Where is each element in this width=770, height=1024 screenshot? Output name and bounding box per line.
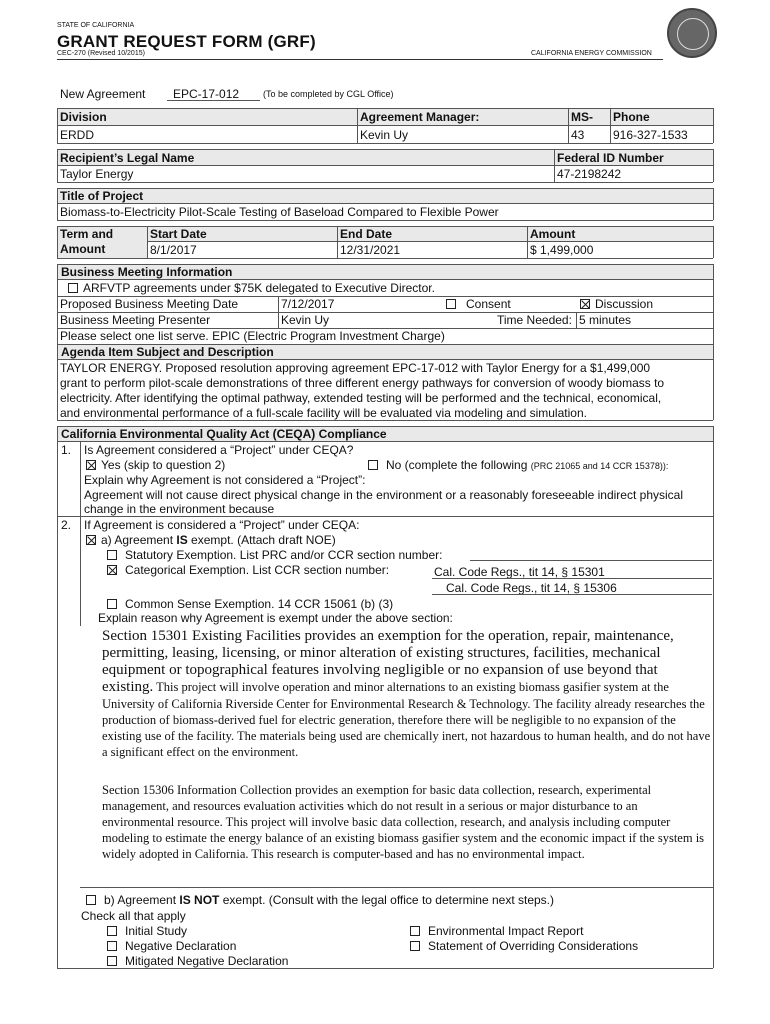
checkbox-icon xyxy=(107,941,117,951)
meeting-date-field[interactable]: 7/12/2017 xyxy=(281,297,335,311)
negative-declaration-label: Negative Declaration xyxy=(125,939,237,953)
statutory-label: Statutory Exemption. List PRC and/or CCR section number: xyxy=(125,548,443,562)
ms-label: MS- xyxy=(571,110,593,124)
recipient-field[interactable]: Taylor Energy xyxy=(60,167,134,181)
common-sense-checkbox[interactable] xyxy=(107,597,393,611)
form-title: GRANT REQUEST FORM (GRF) xyxy=(57,32,316,51)
presenter-field[interactable]: Kevin Uy xyxy=(281,313,330,327)
not-exempt-suffix: exempt. (Consult with the legal office to determine next steps.) xyxy=(219,893,555,907)
term-label: Term and xyxy=(60,227,114,241)
overriding-label: Statement of Overriding Considerations xyxy=(428,939,639,953)
mitigated-declaration-checkbox[interactable] xyxy=(107,954,288,968)
division-field[interactable]: ERDD xyxy=(60,128,95,142)
categorical-label: Categorical Exemption. List CCR section number: xyxy=(125,563,390,577)
checkbox-icon xyxy=(107,926,117,936)
agenda-line: TAYLOR ENERGY. Proposed resolution approving agreement EPC-17-012 with Taylor Energy for a $1,499,000 xyxy=(60,361,651,375)
eir-label: Environmental Impact Report xyxy=(428,924,584,938)
negative-declaration-checkbox[interactable] xyxy=(107,939,236,953)
time-needed-label: Time Needed: xyxy=(497,313,572,327)
agenda-line: electricity. After identifying the optimal pathway, extended testing will be performed and the technical, economical, xyxy=(60,391,662,405)
reason-lead: Section 15301 Existing Facilities provides an exemption for the operation, repair, maintenance, permitting, leasing, licensing, or minor alteration of existing structures, facilities, mechanical equipment or topographical features involving negligible or no expansion of use beyond that existing. xyxy=(102,628,674,695)
q2-number: 2. xyxy=(61,518,72,532)
is-exempt-suffix: exempt. (Attach draft NOE) xyxy=(187,533,336,547)
agency-name: CALIFORNIA ENERGY COMMISSION xyxy=(531,50,652,57)
listserve-select[interactable]: Please select one list serve. EPIC (Electric Program Investment Charge) xyxy=(60,329,445,343)
checkbox-icon xyxy=(107,956,117,966)
checked-checkbox-icon xyxy=(86,535,96,545)
new-agreement-label: New Agreement xyxy=(60,87,146,101)
cgl-note: (To be completed by CGL Office) xyxy=(263,89,394,99)
project-title-label: Title of Project xyxy=(60,189,144,203)
checkbox-icon xyxy=(410,926,420,936)
overriding-checkbox[interactable] xyxy=(410,939,638,953)
end-date-field[interactable]: 12/31/2021 xyxy=(340,243,401,257)
is-exempt-prefix: a) Agreement xyxy=(101,533,177,547)
manager-label: Agreement Manager: xyxy=(360,110,480,124)
is-exempt-checkbox[interactable] xyxy=(86,533,336,547)
end-date-label: End Date xyxy=(340,227,393,241)
discussion-checkbox[interactable] xyxy=(580,297,653,311)
ccr-section-field[interactable]: Cal. Code Regs., tit 14, § 15301 xyxy=(434,565,605,579)
mitigated-declaration-label: Mitigated Negative Declaration xyxy=(125,954,289,968)
agenda-line: and environmental performance of a full-scale facility will be evaluated via modeling and simulation. xyxy=(60,406,587,420)
not-exempt-checkbox[interactable] xyxy=(86,893,554,907)
q1-yes-checkbox[interactable] xyxy=(86,458,225,472)
discussion-label: Discussion xyxy=(595,297,654,311)
meeting-header: Business Meeting Information xyxy=(61,265,233,279)
agenda-header: Agenda Item Subject and Description xyxy=(61,345,274,359)
phone-label: Phone xyxy=(613,110,650,124)
start-date-label: Start Date xyxy=(150,227,207,241)
phone-field[interactable]: 916-327-1533 xyxy=(613,128,688,142)
arfvtp-checkbox[interactable] xyxy=(68,281,435,295)
checkbox-icon xyxy=(86,895,96,905)
form-id: CEC-270 (Revised 10/2015) xyxy=(57,50,145,57)
reason-detail: This project will involve operation and minor alternations to an existing biomass gasifier system at the University of California Riverside Center for Environmental Research & Technology. The facility already researches the production of biomass-derived fuel for electric generation, therefore there will be negligible to no expansion of the existing use of the facility. The materials being used are chemically inert, not hazardous to human health, and do not have a significant effect on the environment. xyxy=(102,680,711,759)
checked-checkbox-icon xyxy=(580,299,590,309)
checkbox-icon xyxy=(410,941,420,951)
checked-checkbox-icon xyxy=(86,460,96,470)
agreement-number[interactable]: EPC-17-012 xyxy=(173,87,240,101)
checkbox-icon xyxy=(107,550,117,560)
not-exempt-bold: IS NOT xyxy=(179,893,220,907)
checkbox-icon xyxy=(446,299,456,309)
state-label: STATE OF CALIFORNIA xyxy=(57,22,135,29)
fedid-field[interactable]: 47-2198242 xyxy=(557,167,622,181)
consent-checkbox[interactable] xyxy=(446,297,511,311)
explain-not-line[interactable]: change in the environment because xyxy=(84,502,275,516)
statutory-checkbox[interactable] xyxy=(107,548,442,562)
q1-no-ref: (PRC 21065 and 14 CCR 15378)): xyxy=(530,461,669,471)
explain-not-label: Explain why Agreement is not considered a “Project”: xyxy=(84,473,366,487)
consent-label: Consent xyxy=(466,297,511,311)
ccr-section-field[interactable]: Cal. Code Regs., tit 14, § 15306 xyxy=(446,581,617,595)
arfvtp-label: ARFVTP agreements under $75K delegated to Executive Director. xyxy=(83,281,435,295)
not-exempt-prefix: b) Agreement xyxy=(104,893,180,907)
q1-yes-label: Yes (skip to question 2) xyxy=(101,458,226,472)
agenda-description[interactable] xyxy=(60,361,664,421)
division-label: Division xyxy=(60,110,107,124)
agenda-line: grant to perform pilot-scale demonstrations of three different energy pathways for conversion of woody biomass to xyxy=(60,376,665,390)
meeting-date-label: Proposed Business Meeting Date xyxy=(60,297,239,311)
exempt-reason-paragraph-1[interactable] xyxy=(102,628,712,760)
common-sense-label: Common Sense Exemption. 14 CCR 15061 (b) (3) xyxy=(125,597,394,611)
q1-text: Is Agreement considered a “Project” under CEQA? xyxy=(84,443,354,457)
presenter-label: Business Meeting Presenter xyxy=(60,313,211,327)
checkbox-icon xyxy=(107,599,117,609)
manager-field[interactable]: Kevin Uy xyxy=(360,128,409,142)
q2-text: If Agreement is considered a “Project” under CEQA: xyxy=(84,518,360,532)
is-exempt-bold: IS xyxy=(176,533,188,547)
checkbox-icon xyxy=(368,460,378,470)
amount-row-label: Amount xyxy=(60,242,106,256)
checkbox-icon xyxy=(68,283,78,293)
ms-field[interactable]: 43 xyxy=(571,128,585,142)
check-all-label: Check all that apply xyxy=(81,909,186,923)
eir-checkbox[interactable] xyxy=(410,924,583,938)
time-needed-field[interactable]: 5 minutes xyxy=(579,313,632,327)
exempt-reason-paragraph-2[interactable]: Section 15306 Information Collection provides an exemption for basic data collection, research, experimental management, and resources evaluation activities which do not result in a serious or major disturbance to an environmental resource. This project will involve basic data collection, research, and analysis including computer modeling to estimate the energy balance of an existing biomass gasifier system and the economic impact if the system is widely adopted in California. This research is computer-based and has no environmental impact. xyxy=(102,783,705,861)
start-date-field[interactable]: 8/1/2017 xyxy=(150,243,197,257)
fedid-label: Federal ID Number xyxy=(557,151,664,165)
q1-no-label: No (complete the following xyxy=(386,458,528,472)
initial-study-label: Initial Study xyxy=(125,924,188,938)
amount-field[interactable]: $ 1,499,000 xyxy=(530,243,594,257)
initial-study-checkbox[interactable] xyxy=(107,924,187,938)
recipient-label: Recipient’s Legal Name xyxy=(60,151,195,165)
q1-no-checkbox[interactable] xyxy=(368,458,668,472)
state-seal-icon xyxy=(667,8,717,58)
q1-number: 1. xyxy=(61,443,72,457)
categorical-checkbox[interactable] xyxy=(107,563,389,577)
ceqa-header: California Environmental Quality Act (CEQA) Compliance xyxy=(61,427,387,441)
project-title-field[interactable]: Biomass-to-Electricity Pilot-Scale Testing of Baseload Compared to Flexible Power xyxy=(60,205,499,219)
amount-label: Amount xyxy=(530,227,576,241)
explain-not-line[interactable]: Agreement will not cause direct physical change in the environment or a reasonably foreseeable indirect physical xyxy=(84,488,683,502)
explain-reason-label: Explain reason why Agreement is exempt under the above section: xyxy=(98,611,453,625)
checked-checkbox-icon xyxy=(107,565,117,575)
